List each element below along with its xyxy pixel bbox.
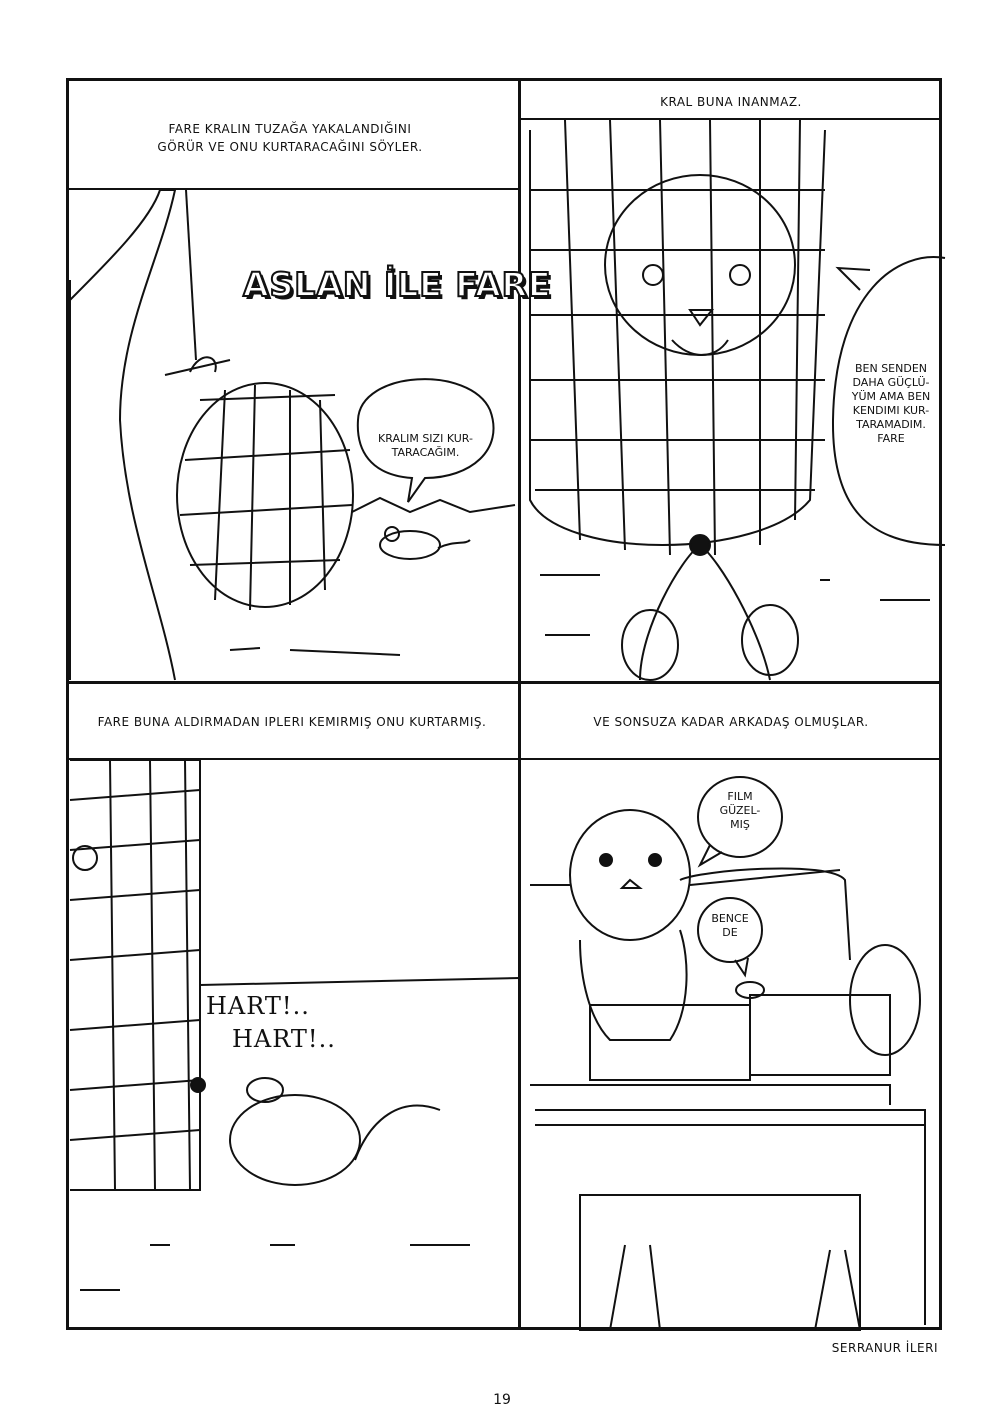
caption-divider-2 <box>520 118 942 120</box>
speech-text-4b: BENCE DE <box>711 912 749 939</box>
panel-1-caption: FARE KRALIN TUZAĞA YAKALANDIĞINI GÖRÜR VE ONU KURTARACAĞINI SÖYLER. <box>157 122 423 154</box>
sound-effect-2: HART!.. <box>232 1025 336 1053</box>
story-title: ASLAN İLE FARE <box>243 265 552 304</box>
panel-divider-horizontal <box>66 681 942 684</box>
panel-2-caption: KRAL BUNA INANMAZ. <box>660 95 802 109</box>
speech-text-1: KRALIM SIZI KUR- TARACAĞIM. <box>378 432 473 459</box>
caption-divider-1 <box>66 188 518 190</box>
speech-text-4a: FILM GÜZEL- MIŞ <box>719 790 761 831</box>
panel-4-caption: VE SONSUZA KADAR ARKADAŞ OLMUŞLAR. <box>593 715 869 729</box>
page-number: 19 <box>493 1392 511 1408</box>
caption-divider-4 <box>520 758 942 760</box>
sound-effect-1: HART!.. <box>206 992 310 1020</box>
author-credit: SERRANUR İLERI <box>831 1341 938 1355</box>
caption-divider-3 <box>66 758 518 760</box>
speech-text-2: BEN SENDEN DAHA GÜÇLÜ- YÜM AMA BEN KENDIMI KUR- TARAMADIM. FARE <box>851 362 931 445</box>
panel-3-caption: FARE BUNA ALDIRMADAN IPLERI KEMIRMIŞ ONU KURTARMIŞ. <box>97 715 487 729</box>
